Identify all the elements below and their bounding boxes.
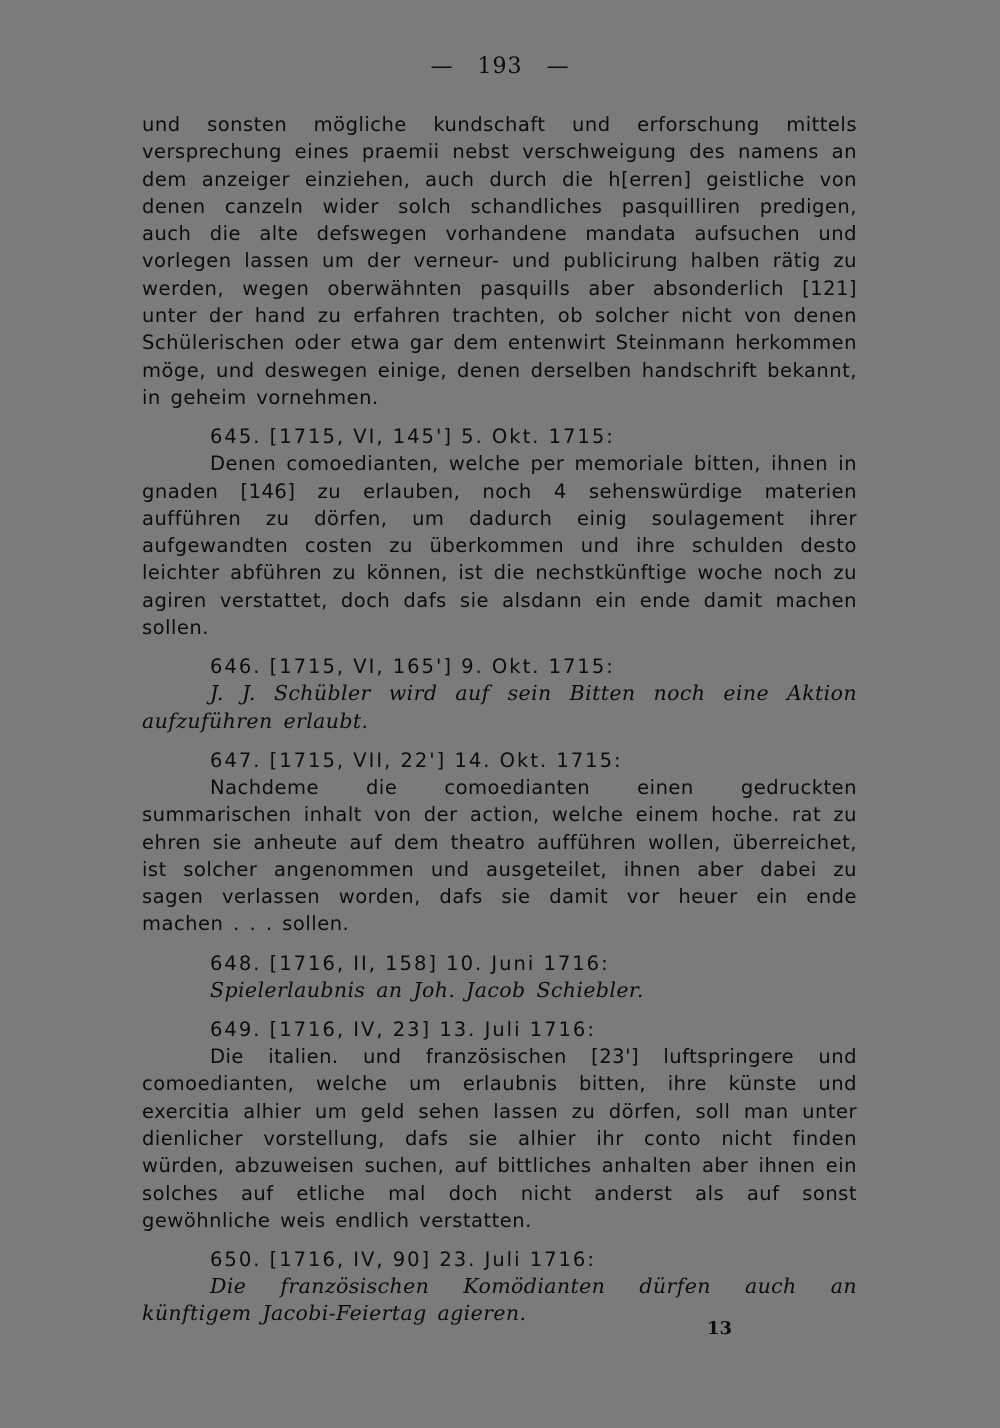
- header-dash-right: —: [546, 54, 570, 79]
- entry-text-645: Denen comoedianten, welche per memoriale bitten, ihnen in gnaden [146] zu erlauben, noch 4 sehenswürdige materien aufführen zu dörfen, um dadurch einig soulagement ihrer aufgewandten costen zu überkommen und ihre schulden desto leichter abführen zu können, ist die nechstkünftige woche noch zu agiren verstattet, doch dafs sie alsdann ein ende damit machen sollen.: [142, 452, 857, 640]
- entry-text-649: Die italien. und französischen [23'] luftspringere und comoedianten, welche um erlaubnis bitten, ihre künste und exercitia alhier um geld sehen lassen zu dörfen, soll man unter dienlicher vorstellung, dafs sie alhier ihr conto nicht finden würden, abzuweisen suchen, auf bittliches anhalten aber ihnen ein solches auf etliche mal doch nicht anderst als auf sonst gewöhnliche weis endlich verstatten.: [142, 1045, 857, 1232]
- entry-heading-645: 645. [1715, VI, 145'] 5. Okt. 1715:: [210, 425, 615, 449]
- entry-heading-647: 647. [1715, VII, 22'] 14. Okt. 1715:: [210, 748, 623, 772]
- header-dash-left: —: [430, 54, 454, 79]
- entry-heading-648: 648. [1716, II, 158] 10. Juni 1716:: [210, 951, 610, 975]
- entry-text-646: J. J. Schübler wird auf sein Bitten noch eine Aktion aufzuführen erlaubt.: [142, 681, 857, 733]
- entry-heading-650: 650. [1716, IV, 90] 23. Juli 1716:: [210, 1248, 596, 1272]
- signature-mark: 13: [707, 1318, 733, 1339]
- entry-heading-646: 646. [1715, VI, 165'] 9. Okt. 1715:: [210, 655, 615, 679]
- page-header: [0, 54, 1000, 79]
- page-number: 193: [477, 54, 523, 79]
- entry-text-650: Die französischen Komödianten dürfen auch an künftigem Jacobi-Feiertag agieren.: [142, 1274, 857, 1326]
- intro-paragraph: und sonsten mögliche kundschaft und erforschung mittels versprechung eines praemii nebst verschweigung des namens an dem anzeiger einziehen, auch durch die h[erren] geistliche von denen canzeln wider solch schandliches pasquilliren predigen, auch die alte defswegen vorhandene mandata aufsuchen und vorlegen lassen um der verneur- und publicirung halben rätig zu werden, wegen oberwähnten pasquills aber absonderlich [121] unter der hand zu erfahren trachten, ob solcher nicht von denen Schülerischen oder etwa gar dem entenwirt Steinmann herkommen möge, und deswegen einige, denen derselben handschrift bekannt, in geheim vornehmen.: [142, 113, 857, 409]
- page-body: [142, 111, 857, 1328]
- entry-text-647: Nachdeme die comoedianten einen gedruckten summarischen inhalt von der action, welche einem hoche. rat zu ehren sie anheute auf dem theatro aufführen wollen, überreichet, ist solcher angenommen und ausgeteilet, ihnen aber dabei zu sagen verlassen worden, dafs sie damit vor heuer ein ende machen . . . sollen.: [142, 775, 857, 936]
- entry-text-648: Spielerlaubnis an Joh. Jacob Schiebler.: [210, 977, 644, 1002]
- entry-heading-649: 649. [1716, IV, 23] 13. Juli 1716:: [210, 1018, 596, 1042]
